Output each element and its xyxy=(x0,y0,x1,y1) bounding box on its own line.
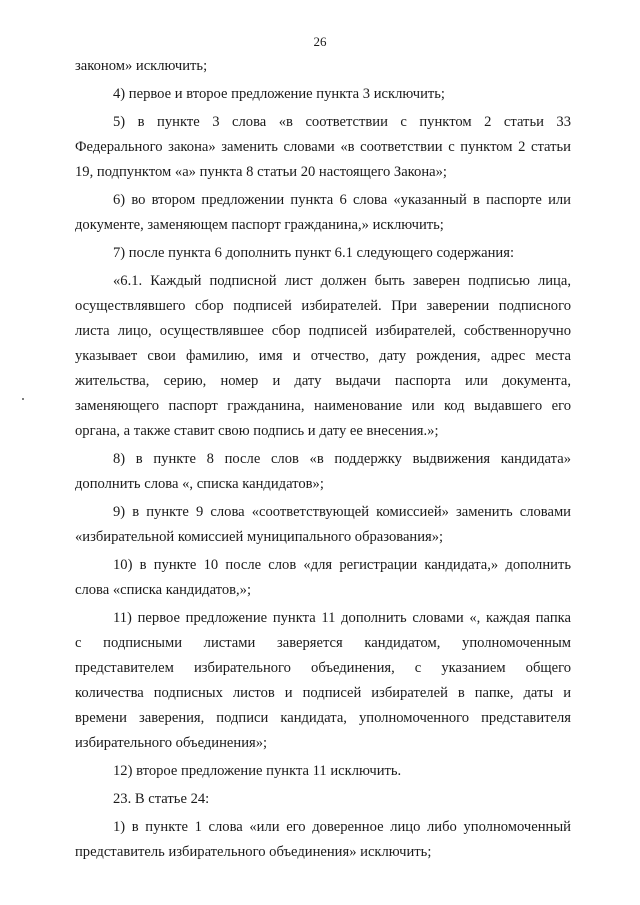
paragraph xyxy=(75,110,571,185)
text-line: 7) после пункта 6 дополнить пункт 6.1 следующего содержания: xyxy=(113,245,515,261)
text-line: дополнить слова «, списка кандидатов»; xyxy=(75,476,324,492)
text-line: 9) в пункте 9 слова «соответствующей комиссией» заменить словами xyxy=(113,504,571,520)
page-number: 26 xyxy=(313,34,327,49)
text-line: 8) в пункте 8 после слов «в поддержку выдвижения кандидата» xyxy=(113,451,571,467)
text-line: 10) в пункте 10 после слов «для регистрации кандидата,» дополнить xyxy=(113,557,571,573)
paragraph xyxy=(75,54,571,79)
text-line: заменяющего паспорт гражданина, наименование или код выдавшего его xyxy=(75,398,571,414)
text-line: слова «списка кандидатов,»; xyxy=(75,582,252,598)
paragraph xyxy=(75,606,571,756)
text-line: 19, подпунктом «а» пункта 8 статьи 20 настоящего Закона»; xyxy=(75,164,447,180)
text-line: листа лицо, осуществлявшее сбор подписей избирателей, собственноручно xyxy=(75,323,571,339)
paragraph xyxy=(75,759,571,784)
text-line: указывает свои фамилию, имя и отчество, дату рождения, адрес места xyxy=(75,348,571,364)
text-line: 4) первое и второе предложение пункта 3 исключить; xyxy=(113,86,445,102)
paragraph xyxy=(75,500,571,550)
text-line: представителем избирательного объединения, с указанием общего xyxy=(75,660,571,676)
text-line: «6.1. Каждый подписной лист должен быть заверен подписью лица, xyxy=(113,273,571,289)
text-line: 5) в пункте 3 слова «в соответствии с пунктом 2 статьи 33 xyxy=(113,114,571,130)
text-line: органа, а также ставит свою подпись и дату ее внесения.»; xyxy=(75,423,439,439)
text-line: Федерального закона» заменить словами «в соответствии с пунктом 2 статьи xyxy=(75,139,571,155)
paragraph xyxy=(75,269,571,444)
margin-mark xyxy=(22,398,24,400)
document-body xyxy=(75,54,571,868)
paragraph xyxy=(75,815,571,865)
text-line: документе, заменяющем паспорт гражданина,» исключить; xyxy=(75,217,444,233)
text-line: 1) в пункте 1 слова «или его доверенное лицо либо уполномоченный xyxy=(113,819,571,835)
text-line: представитель избирательного объединения» исключить; xyxy=(75,844,432,860)
paragraph xyxy=(75,553,571,603)
text-line: 6) во втором предложении пункта 6 слова «указанный в паспорте или xyxy=(113,192,571,208)
text-line: законом» исключить; xyxy=(75,58,208,74)
text-line: 12) второе предложение пункта 11 исключить. xyxy=(113,763,402,779)
text-line: 23. В статье 24: xyxy=(113,791,210,807)
text-line: жительства, серию, номер и дату выдачи паспорта или документа, xyxy=(75,373,571,389)
paragraph xyxy=(75,787,571,812)
paragraph xyxy=(75,447,571,497)
text-line: осуществлявшего сбор подписей избирателей. При заверении подписного xyxy=(75,298,571,314)
paragraph xyxy=(75,241,571,266)
paragraph xyxy=(75,82,571,107)
text-line: «избирательной комиссией муниципального образования»; xyxy=(75,529,444,545)
text-line: с подписными листами заверяется кандидатом, уполномоченным xyxy=(75,635,571,651)
paragraph xyxy=(75,188,571,238)
text-line: количества подписных листов и подписей избирателей в папке, даты и xyxy=(75,685,571,701)
text-line: времени заверения, подписи кандидата, уполномоченного представителя xyxy=(75,710,571,726)
text-line: 11) первое предложение пункта 11 дополнить словами «, каждая папка xyxy=(113,610,571,626)
text-line: избирательного объединения»; xyxy=(75,735,268,751)
